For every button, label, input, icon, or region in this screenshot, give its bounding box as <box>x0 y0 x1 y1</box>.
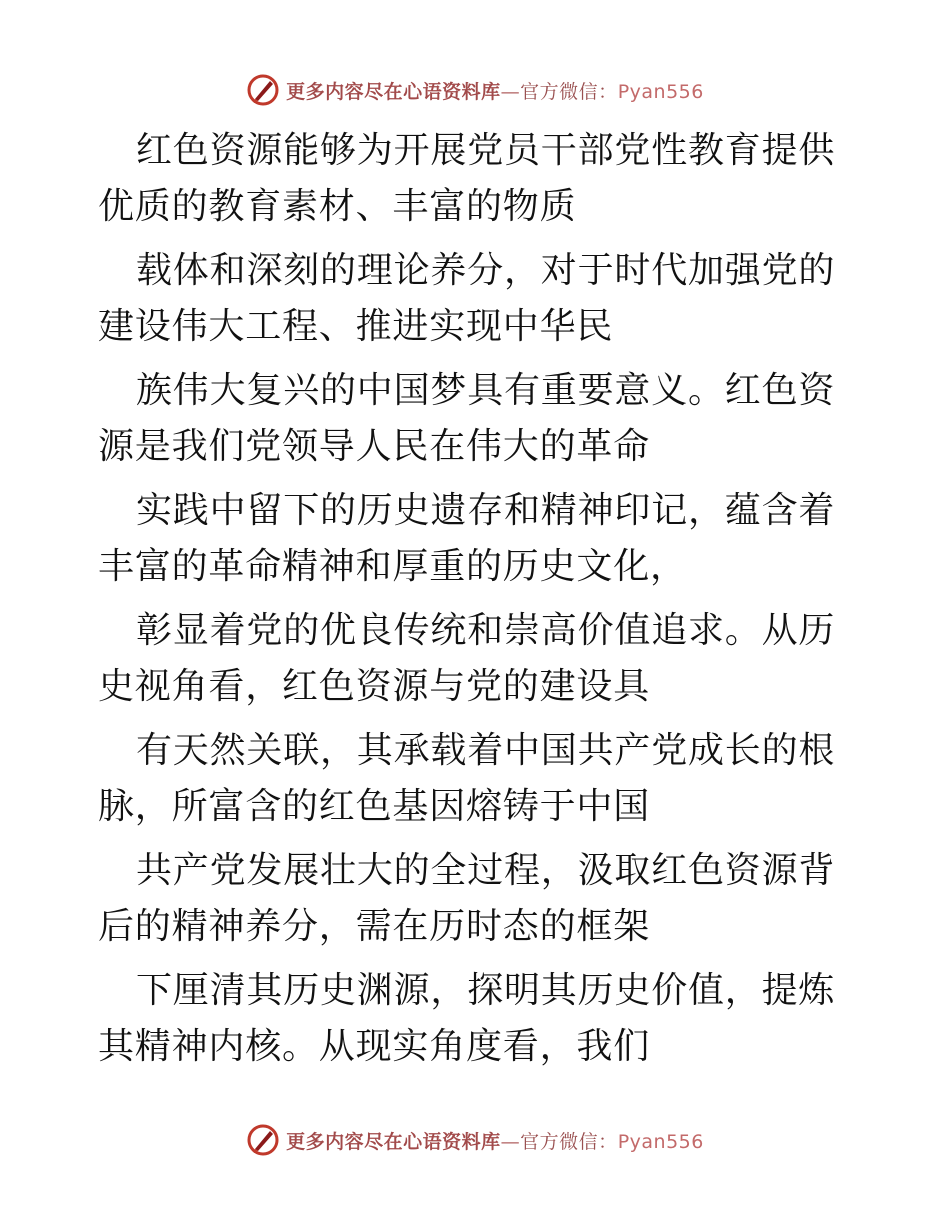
banner-wechat-label: 官方微信： <box>520 1130 618 1153</box>
paragraph: 下厘清其历史渊源，探明其历史价值，提炼其精神内核。从现实角度看，我们 <box>98 970 836 1067</box>
paragraph: 实践中留下的历史遗存和精神印记，蕴含着丰富的革命精神和厚重的历史文化， <box>98 490 836 587</box>
paragraph: 共产党发展壮大的全过程，汲取红色资源背后的精神养分，需在历时态的框架 <box>98 850 836 947</box>
paragraph: 彰显着党的优良传统和崇高价值追求。从历史视角看，红色资源与党的建设具 <box>98 610 836 707</box>
header-banner <box>0 70 950 110</box>
banner-dash: — <box>500 1130 521 1153</box>
paragraph: 族伟大复兴的中国梦具有重要意义。红色资源是我们党领导人民在伟大的革命 <box>98 370 836 467</box>
banner-main-text: 更多内容尽在心语资料库 <box>286 80 501 103</box>
banner-text <box>286 1127 704 1154</box>
paragraph: 载体和深刻的理论养分，对于时代加强党的建设伟大工程、推进实现中华民 <box>98 250 836 347</box>
banner-wechat-label: 官方微信： <box>520 80 618 103</box>
document-body <box>98 123 858 1083</box>
pen-circle-logo-icon <box>246 73 280 107</box>
banner-main-text: 更多内容尽在心语资料库 <box>286 1130 501 1153</box>
banner-wechat-id: Pyan556 <box>617 1130 704 1153</box>
footer-banner <box>0 1120 950 1160</box>
paragraph: 有天然关联，其承载着中国共产党成长的根脉，所富含的红色基因熔铸于中国 <box>98 730 836 827</box>
pen-circle-logo-icon <box>246 1123 280 1157</box>
paragraph: 红色资源能够为开展党员干部党性教育提供优质的教育素材、丰富的物质 <box>98 130 836 227</box>
banner-text <box>286 77 704 104</box>
banner-dash: — <box>500 80 521 103</box>
banner-wechat-id: Pyan556 <box>617 80 704 103</box>
